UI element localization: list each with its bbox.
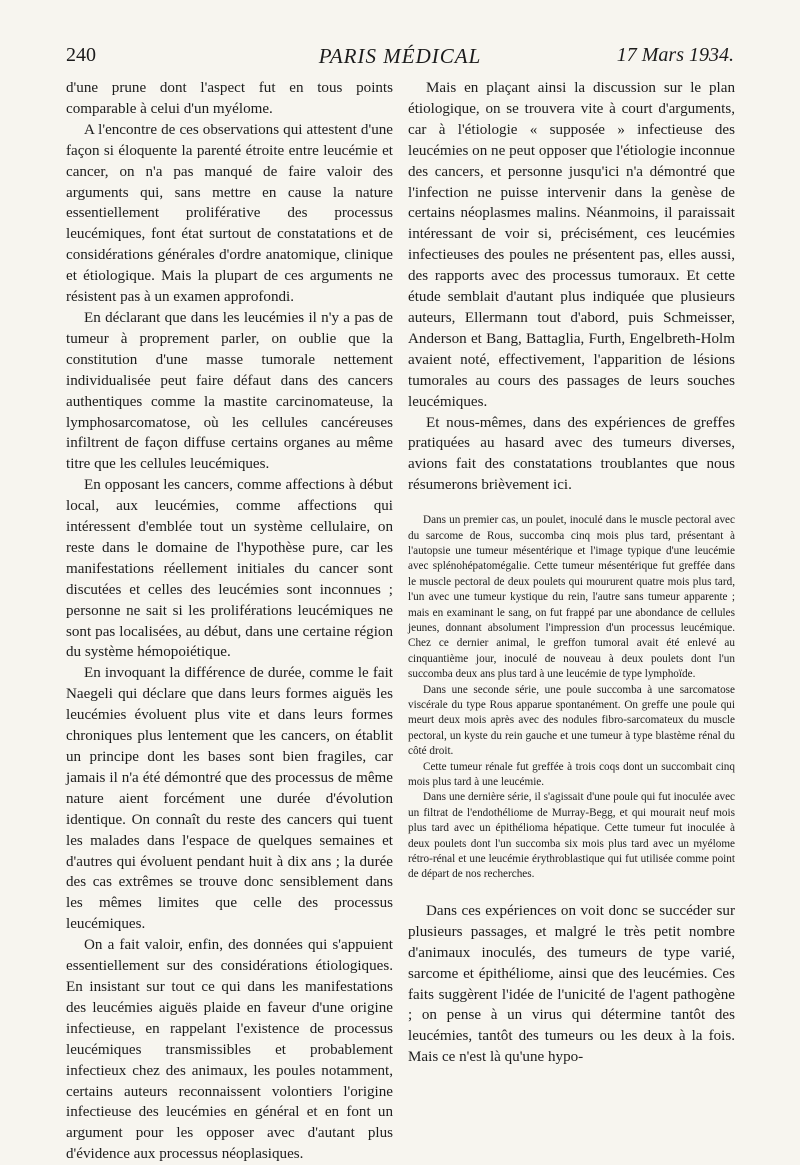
journal-title: PARIS MÉDICAL (318, 44, 482, 68)
paragraph: Dans ces expériences on voit donc se succéder sur plusieurs passages, et malgré le très petit nombre d'animaux inoculés, des tumeurs de type varié, sarcome et épithéliome, ainsi que des leucémies. Ces faits suggèrent l'idée de l'unicité de l'agent pathogène ; on pense à un virus qui détermine tantôt des leucémies, tantôt des tumeurs ou les deux à la fois. Mais ce n'est là qu'une hypo- (408, 902, 735, 1066)
paragraph: En opposant les cancers, comme affections à début local, aux leucémies, comme affections qui intéressent d'emblée tout un système cellulaire, on reste dans le domaine de l'hypothèse pure, car les manifestations réellement initiales du cancer sont discutées et celles des leucémies sont inconnues ; personne ne sait si les proliférations leucémiques ne sont pas localisées, au début, dans une certaine région du système hémopoiétique. (66, 477, 393, 661)
paragraph: En invoquant la différence de durée, comme le fait Naegeli qui déclare que dans leurs formes aiguës les leucémies évoluent plus vite et dans leurs formes chroniques plus lentement que les cancers, on établit un principe dont les bases sont bien fragiles, car jamais il n'a été démontré que des processus de même nature aient forcément une durée d'évolution identique. On connaît du reste des cancers qui tuent les malades dans l'espace de quelques semaines et d'autres qui évoluent pendant huit à dix ans ; la durée des cas extrêmes se trouve donc sensiblement dans les mêmes limites que celle des processus leucémiques. (66, 665, 393, 933)
small-print-block (408, 513, 735, 883)
paragraph: On a fait valoir, enfin, des données qui s'appuient essentiellement sur des considérations étiologiques. En insistant sur tout ce qui dans les manifestations des leucémies aiguës plaide en faveur d'une origine infectieuse, en rappelant l'existence de processus leucémiques transmissibles et probablement infectieux chez des animaux, les poules notamment, certains auteurs reconnaissent volontiers l'origine infectieuse des leucémies en général et en font un argument pour les opposer avec d'autant plus d'évidence aux processus néoplasiques. (66, 937, 393, 1163)
small-paragraph: Dans une dernière série, il s'agissait d'une poule qui fut inoculée avec un filtrat de l'endothéliome de Murray-Begg, et qui mourait neuf mois plus tard avec un épithélioma hépatique. Cette tumeur fut inoculée à deux poulets dont l'un succomba six mois plus tard avec un myélome rétro-rénal et une leucémie érythroblastique qui fut utilisée comme point de départ de nos recherches. (408, 791, 735, 881)
issue-date: 17 Mars 1934. (616, 44, 734, 66)
small-paragraph: Dans une seconde série, une poule succomba à une sarcomatose viscérale du type Rous apparue spontanément. On greffe une poule qui meurt deux mois après avec des nodules fibro-sarcomateux du muscle pectoral, un kyste du rein gauche et une tumeur à type blastème rénal du côté droit. (408, 683, 735, 758)
paragraph: Mais en plaçant ainsi la discussion sur le plan étiologique, on se trouvera vite à court d'arguments, car à l'étiologie « supposée » infectieuse des leucémies on ne peut opposer que l'étiologie inconnue des cancers, et personne jusqu'ici n'a démontré que l'infection ne puisse intervenir dans la genèse de certains néoplasmes malins. Néanmoins, il paraissait intéressant de voir si, précisément, ces leucémies infectieuses des poules ne présentent pas, elles aussi, des rapports avec des processus tumoraux. Et cette étude semblait d'autant plus indiquée que plusieurs auteurs, Ellermann tout d'abord, puis Schmeisser, Anderson et Bang, Battaglia, Furth, Engelbreth-Holm avaient noté, effectivement, l'apparition de lésions tumorales au cours des passages de leurs souches leucémiques. (408, 80, 735, 410)
paragraph: d'une prune dont l'aspect fut en tous points comparable à celui d'un myélome. (66, 80, 393, 117)
paragraph: A l'encontre de ces observations qui attestent d'une façon si éloquente la parenté étroite entre leucémie et cancer, on n'a pas manqué de faire valoir des arguments qui, sans mettre en cause la nature essentiellement proliférative des processus leucémiques, font état surtout de constatations et de considérations générales d'ordre anatomique, clinique et étiologique. Mais la plupart de ces arguments ne résistent pas à un examen approfondi. (66, 121, 393, 306)
paragraph: En déclarant que dans les leucémies il n'y a pas de tumeur à proprement parler, on oublie que la constitution d'une masse tumorale nettement individualisée peut faire défaut dans des cancers authentiques comme la mastite carcinomateuse, la lymphosarcomatose, où les cellules cancéreuses infiltrent de façon diffuse certains organes au même titre que les cellules leucémiques. (66, 309, 393, 473)
page-header (66, 44, 734, 72)
right-column (408, 78, 735, 1068)
page-number: 240 (66, 44, 96, 66)
left-column (66, 78, 393, 1165)
small-paragraph: Dans un premier cas, un poulet, inoculé dans le muscle pectoral avec du sarcome de Rous, succomba cinq mois plus tard, présentant à l'autopsie une tumeur mésentérique et l'image typique d'une leucémie avec splénohépatomégalie. Cette tumeur mésentérique fut greffée dans le muscle pectoral de deux poulets qui moururent quatre mois plus tard, l'un avec une tumeur kystique du rein, l'autre sans tumeur apparente ; mais en examinant le sang, on fut frappé par une abondance de cellules jeunes, donnant absolument l'impression d'un processus leucémique. Chez ce dernier animal, le greffon tumoral avait été enlevé au cinquantième jour, inoculé de nouveau à deux poulets dont l'un succomba deux ans plus tard à une leucémie de type lymphoïde. (408, 514, 735, 681)
small-paragraph: Cette tumeur rénale fut greffée à trois coqs dont un succombait cinq mois plus tard à une leucémie. (408, 760, 735, 789)
paragraph: Et nous-mêmes, dans des expériences de greffes pratiquées au hasard avec des tumeurs diverses, avions fait des constatations troublantes que nous résumerons brièvement ici. (408, 414, 735, 494)
